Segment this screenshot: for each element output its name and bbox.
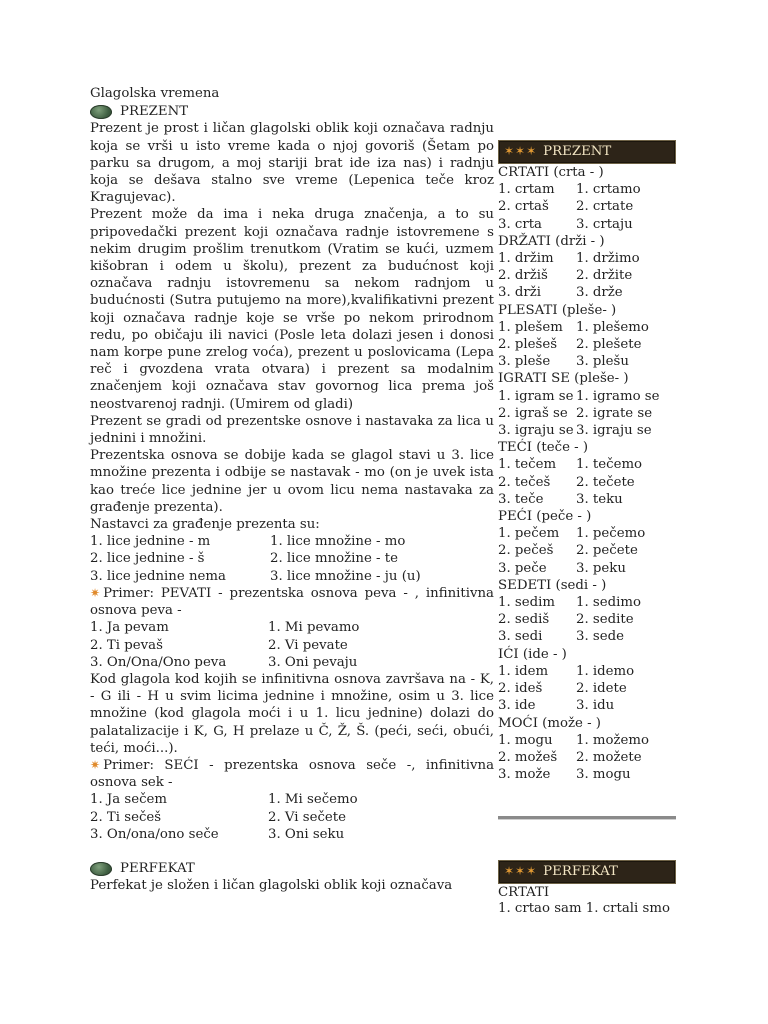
- cell: 3. On/Ona/Ono peva: [90, 654, 227, 670]
- plural-form: 1. crtamo: [576, 182, 641, 198]
- plural-form: 3. teku: [576, 491, 623, 507]
- divider: [498, 816, 676, 820]
- conjugation-row: [498, 542, 676, 559]
- sidebar-perfekat: [498, 860, 676, 916]
- conjugation-row: [498, 732, 676, 749]
- conjugation-row: [498, 766, 676, 783]
- conjugation-row: [498, 353, 676, 370]
- singular-form: 1. držim: [498, 251, 554, 267]
- main-column: [90, 85, 494, 895]
- stars-icon: ✶✶✶: [504, 144, 538, 159]
- plural-form: 2. crtate: [576, 199, 634, 215]
- singular-form: 2. crtaš: [498, 199, 549, 215]
- example-pevati: [90, 585, 494, 619]
- singular-form: 3. sedi: [498, 629, 543, 645]
- plural-form: 1. možemo: [576, 732, 650, 748]
- heading-label: PERFEKAT: [120, 861, 195, 877]
- plural-form: 3. drže: [576, 285, 623, 301]
- blank-line: [90, 843, 494, 860]
- example-row: [90, 619, 494, 636]
- example-row: [90, 654, 494, 671]
- conjugation-row: [498, 216, 676, 233]
- endings-row: [90, 533, 494, 550]
- cell: 2. lice jednine - š: [90, 551, 205, 567]
- banner-label: PERFEKAT: [543, 864, 618, 880]
- cell: 3. lice jednine nema: [90, 568, 226, 584]
- singular-form: 3. crta: [498, 216, 542, 232]
- paragraph-stem: Prezentska osnova se dobije kada se glagol stavi u 3. lice množine prezenta i odbije se nastavak - mo (on je uvek ista kao treće lice jednine jer u ovom licu nema nastavaka za građenje prezenta).: [90, 448, 494, 515]
- banner-prezent: [498, 140, 676, 164]
- cell: 2. Vi sečete: [268, 809, 346, 825]
- cell: 1. lice množine - mo: [270, 534, 406, 550]
- star-bullet-icon: ✷: [90, 585, 101, 600]
- plural-form: 1. igramo se: [576, 388, 660, 404]
- plural-form: 3. sede: [576, 629, 624, 645]
- banner-label: PREZENT: [543, 144, 612, 160]
- conjugation-row: [498, 456, 676, 473]
- singular-form: 2. držiš: [498, 268, 548, 284]
- conjugation-row: [498, 611, 676, 628]
- singular-form: 1. igram se: [498, 388, 574, 404]
- singular-form: 2. možeš: [498, 749, 558, 765]
- plural-form: 2. tečete: [576, 474, 635, 490]
- example-row: [90, 791, 494, 808]
- star-bullet-icon: ✷: [90, 757, 101, 772]
- endings-row: [90, 568, 494, 585]
- example-text: Primer: PEVATI - prezentska osnova peva - , infinitivna osnova peva -: [90, 585, 494, 619]
- singular-form: 3. peče: [498, 560, 547, 576]
- plural-form: 2. možete: [576, 749, 642, 765]
- conjugation-row: [498, 525, 676, 542]
- singular-form: 2. igraš se: [498, 405, 568, 421]
- plural-form: 2. plešete: [576, 337, 642, 353]
- heading-label: PREZENT: [120, 104, 189, 120]
- cell: 2. Ti sečeš: [90, 809, 162, 825]
- singular-form: 1. crtam: [498, 182, 555, 198]
- section-heading-perfekat: [90, 860, 494, 877]
- singular-form: 1. idem: [498, 663, 549, 679]
- plural-form: 1. sedimo: [576, 595, 641, 611]
- endings-table: [90, 533, 494, 585]
- conjugation-row: [498, 284, 676, 301]
- conjugation-row: [498, 594, 676, 611]
- verb-name: PEĆI (peče - ): [498, 509, 592, 525]
- conjugation-row: [498, 422, 676, 439]
- singular-form: 3. ide: [498, 698, 536, 714]
- example-seci-table: [90, 791, 494, 843]
- endings-row: [90, 550, 494, 567]
- paragraph-definition: Prezent je prost i ličan glagolski oblik koji označava radnju koja se vrši u isto vreme kada o njoj govoriš (Šetam po parku sa drugom, a moj stariji brat ide iza nas) i radnju koja se dešava stalno sve vreme (Lepenica teče kroz Kragujevac).: [90, 121, 494, 206]
- cell: 2. Ti pevaš: [90, 637, 163, 653]
- plural-form: 2. sedite: [576, 612, 634, 628]
- singular-form: 1. pečem: [498, 526, 560, 542]
- plural-form: 1. držimo: [576, 251, 640, 267]
- cell: 3. lice množine - ju (u): [270, 568, 421, 584]
- singular-form: 1. mogu: [498, 732, 553, 748]
- cell: 1. Mi sečemo: [268, 792, 358, 808]
- cell: 3. On/ona/ono seče: [90, 826, 219, 842]
- perfekat-row: 1. crtao sam 1. crtali smo: [498, 901, 670, 917]
- conjugation-row: [498, 319, 676, 336]
- singular-form: 2. plešeš: [498, 337, 558, 353]
- paragraph-perfekat: Perfekat je složen i ličan glagolski oblik koji označava: [90, 878, 453, 894]
- plural-form: 2. idete: [576, 681, 627, 697]
- endings-title: Nastavci za građenje prezenta su:: [90, 517, 320, 533]
- verb-name: IĆI (ide - ): [498, 646, 567, 662]
- example-text: Primer: SEĆI - prezentska osnova seče -, infinitivna osnova sek -: [90, 757, 494, 791]
- cell: 3. Oni pevaju: [268, 654, 358, 670]
- example-row: [90, 826, 494, 843]
- verb-name: PLESATI (pleše- ): [498, 302, 617, 318]
- singular-form: 2. pečeš: [498, 543, 554, 559]
- singular-form: 2. ideš: [498, 681, 543, 697]
- cell: 3. Oni seku: [268, 826, 345, 842]
- section-heading-prezent: [90, 103, 494, 120]
- stars-icon: ✶✶✶: [504, 864, 538, 879]
- sidebar-prezent: [498, 140, 676, 783]
- conjugation-row: [498, 628, 676, 645]
- cell: 2. lice množine - te: [270, 551, 398, 567]
- example-pevati-table: [90, 619, 494, 671]
- singular-form: 2. tečeš: [498, 474, 551, 490]
- stone-bullet-icon: [90, 105, 112, 119]
- singular-form: 3. pleše: [498, 354, 551, 370]
- cell: 1. Ja sečem: [90, 792, 168, 808]
- singular-form: 3. drži: [498, 285, 542, 301]
- verb-conjugation-list: [498, 164, 676, 783]
- singular-form: 2. sediš: [498, 612, 550, 628]
- plural-form: 3. mogu: [576, 767, 631, 783]
- conjugation-row: [498, 697, 676, 714]
- verb-name: CRTATI (crta - ): [498, 165, 604, 180]
- verb-name: TEĆI (teče - ): [498, 440, 589, 456]
- singular-form: 1. sedim: [498, 595, 555, 611]
- conjugation-row: [498, 250, 676, 267]
- plural-form: 3. igraju se: [576, 423, 652, 439]
- singular-form: 1. plešem: [498, 319, 563, 335]
- paragraph-palatalization: Kod glagola kod kojih se infinitivna osnova završava na - K, - G ili - H u svim licima jednine i množine, osim u 3. lice množine (kod glagola moći i u 1. licu jednine) dolazi do palatalizacije i K, G, H prelaze u Č, Ž, Š. (peći, seći, obući, teći, moći...).: [90, 671, 494, 756]
- conjugation-row: [498, 749, 676, 766]
- conjugation-row: [498, 388, 676, 405]
- plural-form: 3. plešu: [576, 354, 629, 370]
- conjugation-row: [498, 267, 676, 284]
- conjugation-row: [498, 663, 676, 680]
- paragraph-formation: Prezent se gradi od prezentske osnove i nastavaka za lica u jednini i množini.: [90, 413, 494, 447]
- singular-form: 3. može: [498, 767, 551, 783]
- verb-name: MOĆI (može - ): [498, 715, 601, 731]
- verb-name: DRŽATI (drži - ): [498, 233, 605, 249]
- cell: 1. lice jednine - m: [90, 534, 211, 550]
- verb-name: SEDETI (sedi - ): [498, 577, 607, 593]
- conjugation-row: [498, 336, 676, 353]
- plural-form: 2. držite: [576, 268, 633, 284]
- plural-form: 1. plešemo: [576, 319, 649, 335]
- example-seci: [90, 757, 494, 791]
- conjugation-row: [498, 198, 676, 215]
- conjugation-row: [498, 405, 676, 422]
- perfekat-verb: CRTATI: [498, 885, 550, 900]
- plural-form: 3. peku: [576, 560, 626, 576]
- singular-form: 3. teče: [498, 491, 544, 507]
- plural-form: 3. idu: [576, 698, 615, 714]
- cell: 2. Vi pevate: [268, 637, 348, 653]
- plural-form: 1. pečemo: [576, 526, 646, 542]
- singular-form: 1. tečem: [498, 457, 557, 473]
- example-row: [90, 809, 494, 826]
- cell: 1. Ja pevam: [90, 620, 169, 636]
- verb-name: IGRATI SE (pleše- ): [498, 371, 629, 387]
- plural-form: 1. idemo: [576, 663, 635, 679]
- example-row: [90, 637, 494, 654]
- conjugation-row: [498, 474, 676, 491]
- banner-perfekat: [498, 860, 676, 884]
- singular-form: 3. igraju se: [498, 423, 574, 439]
- stone-bullet-icon: [90, 862, 112, 876]
- document-title: Glagolska vremena: [90, 86, 220, 101]
- plural-form: 3. crtaju: [576, 216, 633, 232]
- conjugation-row: [498, 181, 676, 198]
- plural-form: 2. igrate se: [576, 405, 653, 421]
- plural-form: 2. pečete: [576, 543, 638, 559]
- cell: 1. Mi pevamo: [268, 620, 360, 636]
- paragraph-meanings: Prezent može da ima i neka druga značenja, a to su pripovedački prezent koji označava radnje istovremene s nekim drugim prošlim trenutkom (Vratim se kući, uzmem kišobran i odem u školu), prezent za budućnost koji označava radnju istovremenu sa nekom radnjom u budućnosti (Sutra putujemo na more),kvalifikativni prezent koji označava radnje koje se vrše po nekom prirodnom redu, po običaju ili navici (Posle leta dolazi jesen i donosi nam korpe pune zrelog voća), prezent u poslovicama (Lepa reč i gvozdena vrata otvara) i prezent sa modalnim značenjem koji označava stav govornog lica prema još neostvarenoj radnji. (Umirem od gladi): [90, 207, 494, 412]
- conjugation-row: [498, 491, 676, 508]
- conjugation-row: [498, 680, 676, 697]
- plural-form: 1. tečemo: [576, 457, 643, 473]
- conjugation-row: [498, 560, 676, 577]
